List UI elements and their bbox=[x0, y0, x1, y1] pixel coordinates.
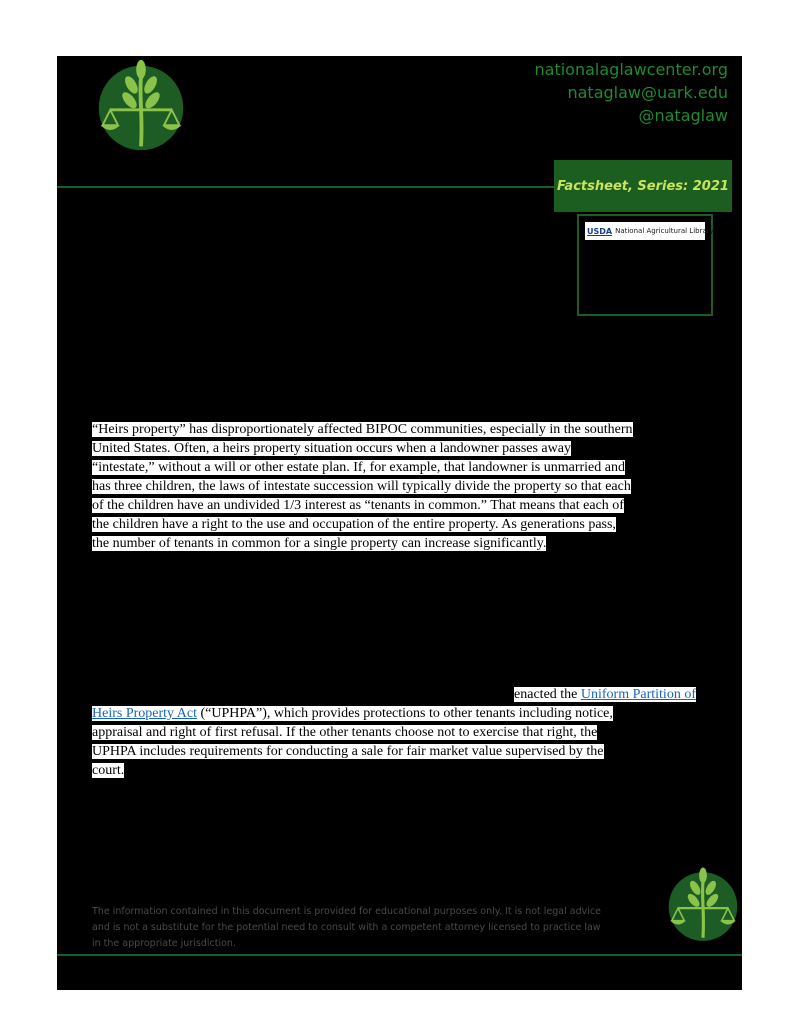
nalc-logo-footer-icon bbox=[664, 866, 742, 944]
para2-line: UPHPA includes requirements for conducting a sale for fair market value supervised by the bbox=[92, 744, 604, 759]
twitter-handle[interactable]: @nataglaw bbox=[638, 106, 728, 125]
disclaimer-line: in the appropriate jurisdiction. bbox=[92, 938, 236, 949]
header-divider bbox=[57, 186, 554, 188]
para2-line: appraisal and right of first refusal. If the other tenants choose not to exercise that right, the bbox=[92, 725, 598, 740]
para1-line: the children have a right to the use and occupation of the entire property. As generations pass, bbox=[92, 517, 616, 532]
disclaimer-line: and is not a substitute for the potential need to consult with a competent attorney licensed to practice law bbox=[92, 922, 601, 933]
para1-line: the number of tenants in common for a single property can increase significantly. bbox=[92, 536, 547, 551]
disclaimer-line: The information contained in this document is provided for educational purposes only. It is not legal advice bbox=[92, 906, 601, 917]
document-page bbox=[57, 56, 742, 990]
usda-mark: USDA bbox=[587, 226, 613, 236]
para2-line: court. bbox=[92, 763, 125, 778]
usda-logo-icon bbox=[585, 222, 714, 240]
contact-info bbox=[535, 58, 728, 127]
nalc-logo-icon bbox=[93, 58, 189, 154]
website-link[interactable]: nationalaglawcenter.org bbox=[534, 60, 728, 79]
uphpa-link-part2[interactable]: Heirs Property Act bbox=[92, 706, 197, 721]
para1-line: “intestate,” without a will or other estate plan. If, for example, that landowner is unmarried and bbox=[92, 460, 625, 475]
intro-paragraph bbox=[92, 420, 696, 553]
email-link[interactable]: nataglaw@uark.edu bbox=[567, 83, 728, 102]
para2-lead: enacted the bbox=[514, 687, 581, 702]
footer-divider bbox=[57, 954, 742, 956]
para1-line: United States. Often, a heirs property situation occurs when a landowner passes away bbox=[92, 441, 571, 456]
uphpa-link-part1[interactable]: Uniform Partition of bbox=[580, 687, 696, 702]
para1-line: of the children have an undivided 1/3 interest as “tenants in common.” That means that each of bbox=[92, 498, 624, 513]
para1-line: “Heirs property” has disproportionately affected BIPOC communities, especially in the southern bbox=[92, 422, 633, 437]
series-badge bbox=[554, 160, 732, 212]
para2-line: (“UPHPA”), which provides protections to other tenants including notice, bbox=[196, 706, 613, 721]
disclaimer bbox=[92, 904, 612, 952]
para1-line: has three children, the laws of intestate succession will typically divide the property so that each bbox=[92, 479, 631, 494]
partner-box bbox=[577, 214, 713, 316]
uphpa-paragraph bbox=[92, 685, 696, 780]
series-label: Factsheet, Series: 2021 bbox=[557, 178, 729, 194]
usda-label: National Agricultural Library bbox=[615, 227, 714, 235]
